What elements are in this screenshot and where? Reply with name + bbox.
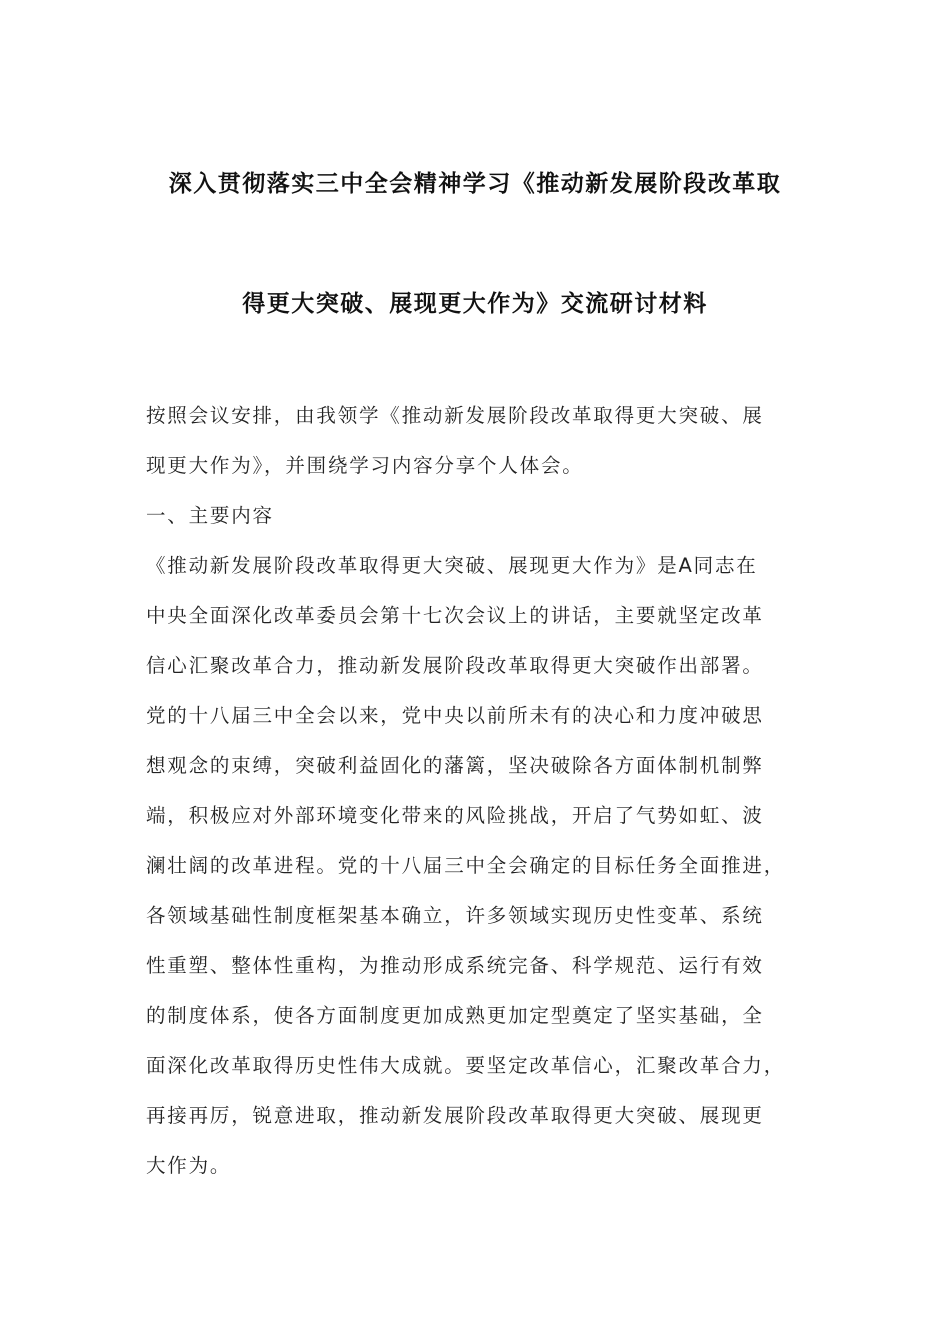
body-line: 信心汇聚改革合力，推动新发展阶段改革取得更大突破作出部署。 [146,654,764,677]
body-line: 澜壮阔的改革进程。党的十八届三中全会确定的目标任务全面推进， [146,854,786,877]
document-title-line-2: 得更大突破、展现更大作为》交流研讨材料 [242,290,708,317]
body-line: 党的十八届三中全会以来，党中央以前所未有的决心和力度冲破思 [146,704,764,727]
body-line: 大作为。 [146,1154,232,1177]
section-heading: 一、主要内容 [146,504,274,527]
document-body [146,400,836,1200]
body-line: 现更大作为》，并围绕学习内容分享个人体会。 [146,454,584,477]
body-line: 《推动新发展阶段改革取得更大突破、展现更大作为》是A同志在 [146,554,758,577]
body-line: 中央全面深化改革委员会第十七次会议上的讲话，主要就坚定改革 [146,604,764,627]
body-line: 端，积极应对外部环境变化带来的风险挑战，开启了气势如虹、波 [146,804,764,827]
body-line: 想观念的束缚，突破利益固化的藩篱，坚决破除各方面体制机制弊 [146,754,764,777]
body-line: 各领域基础性制度框架基本确立，许多领域实现历史性变革、系统 [146,904,764,927]
body-line: 面深化改革取得历史性伟大成就。要坚定改革信心，汇聚改革合力， [146,1054,786,1077]
body-line: 的制度体系，使各方面制度更加成熟更加定型奠定了坚实基础，全 [146,1004,764,1027]
document-title-line-1: 深入贯彻落实三中全会精神学习《推动新发展阶段改革取 [168,170,782,197]
body-line: 性重塑、整体性重构，为推动形成系统完备、科学规范、运行有效 [146,954,764,977]
body-line: 再接再厉，锐意进取，推动新发展阶段改革取得更大突破、展现更 [146,1104,764,1127]
body-line: 按照会议安排，由我领学《推动新发展阶段改革取得更大突破、展 [146,404,764,427]
